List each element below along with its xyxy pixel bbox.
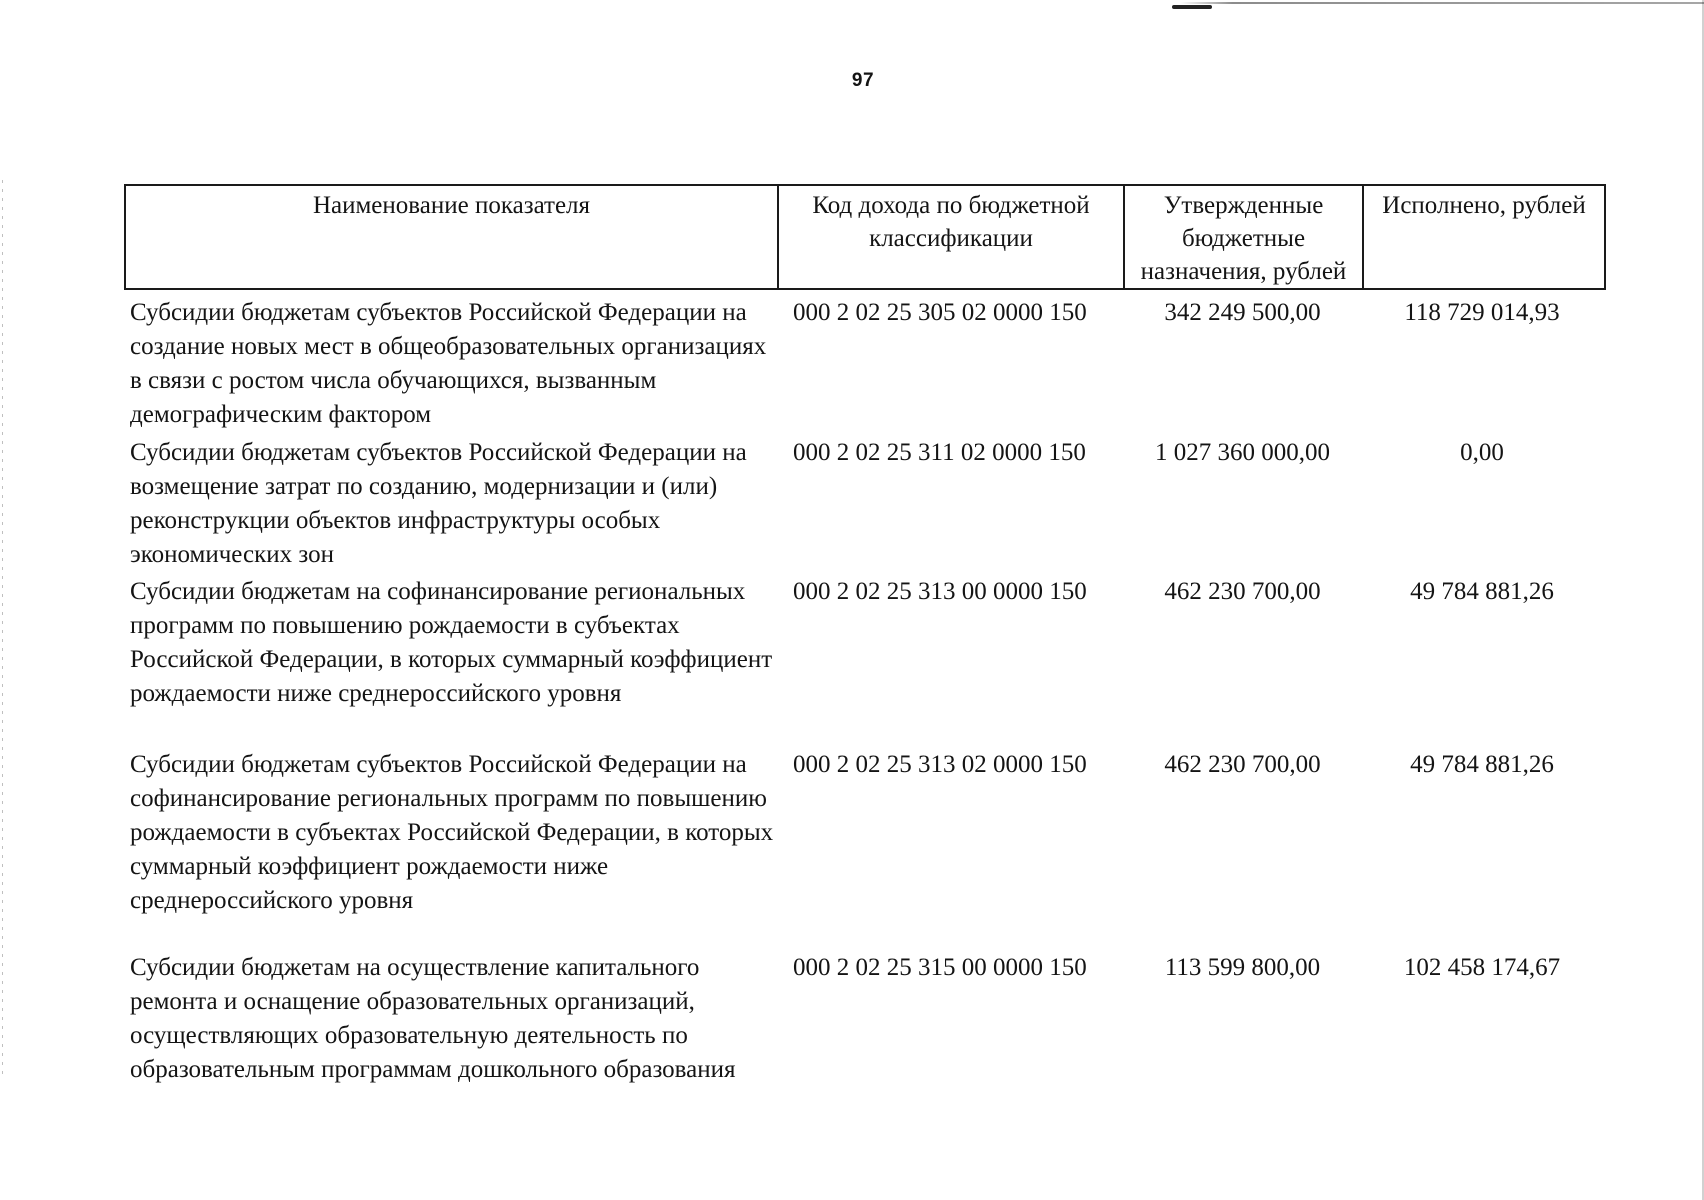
row-indicator-name: Субсидии бюджетам субъектов Российской Федерации на создание новых мест в общеобразовательных организациях в связи с ростом числа обучающихся, вызванным демографическим фактором — [130, 299, 767, 428]
table-row — [124, 748, 1606, 951]
row-approved-amount: 1 027 360 000,00 — [1155, 439, 1330, 466]
row-income-code: 000 2 02 25 305 02 0000 150 — [793, 299, 1087, 326]
header-indicator-name: Наименование показателя — [126, 186, 779, 288]
row-executed-amount: 102 458 174,67 — [1403, 954, 1561, 981]
table-row — [124, 436, 1606, 575]
table-row — [124, 951, 1606, 1131]
row-approved-amount: 462 230 700,00 — [1164, 578, 1321, 605]
row-indicator-name: Субсидии бюджетам на софинансирование региональных программ по повышению рождаемости в субъектах Российской Федерации, в которых суммарный коэффициент рождаемости ниже среднероссийского уровня — [130, 578, 773, 707]
header-executed-amount: Исполнено, рублей — [1382, 192, 1586, 219]
row-income-code: 000 2 02 25 315 00 0000 150 — [793, 954, 1087, 981]
header-income-code: Код дохода по бюджетной классификации — [779, 186, 1125, 288]
row-approved-amount: 342 249 500,00 — [1164, 299, 1321, 326]
scan-artifact-dash — [1172, 5, 1212, 9]
row-indicator-name: Субсидии бюджетам субъектов Российской Федерации на возмещение затрат по созданию, модернизации и (или) реконструкции объектов инфраструктуры особых экономических зон — [130, 439, 747, 568]
row-approved-amount: 113 599 800,00 — [1164, 954, 1321, 981]
scan-artifact-top-line — [1180, 2, 1704, 4]
table-row — [124, 575, 1606, 748]
row-income-code: 000 2 02 25 313 00 0000 150 — [793, 578, 1087, 605]
header-approved-amount: Утвержденные бюджетные назначения, рублей — [1125, 186, 1364, 288]
row-indicator-name: Субсидии бюджетам субъектов Российской Федерации на софинансирование региональных программ по повышению рождаемости в субъектах Российской Федерации, в которых суммарный коэффициент рождаемости ниже среднероссийского уровня — [130, 751, 774, 914]
table-row — [124, 296, 1606, 436]
row-executed-amount: 49 784 881,26 — [1410, 578, 1554, 605]
row-income-code: 000 2 02 25 313 02 0000 150 — [793, 751, 1087, 778]
row-executed-amount: 0,00 — [1460, 439, 1504, 466]
row-indicator-name: Субсидии бюджетам на осуществление капитального ремонта и оснащение образовательных организаций, осуществляющих образовательную деятельность по образовательным программам дошкольного образования — [130, 954, 736, 1083]
row-approved-amount: 462 230 700,00 — [1164, 751, 1321, 778]
table-header-row — [124, 184, 1606, 290]
row-executed-amount: 49 784 881,26 — [1410, 751, 1554, 778]
page-number: 97 — [851, 70, 875, 91]
budget-income-table — [124, 184, 1606, 1131]
row-income-code: 000 2 02 25 311 02 0000 150 — [793, 439, 1086, 466]
scan-artifact-left-edge — [2, 180, 3, 1080]
row-executed-amount: 118 729 014,93 — [1404, 299, 1560, 326]
